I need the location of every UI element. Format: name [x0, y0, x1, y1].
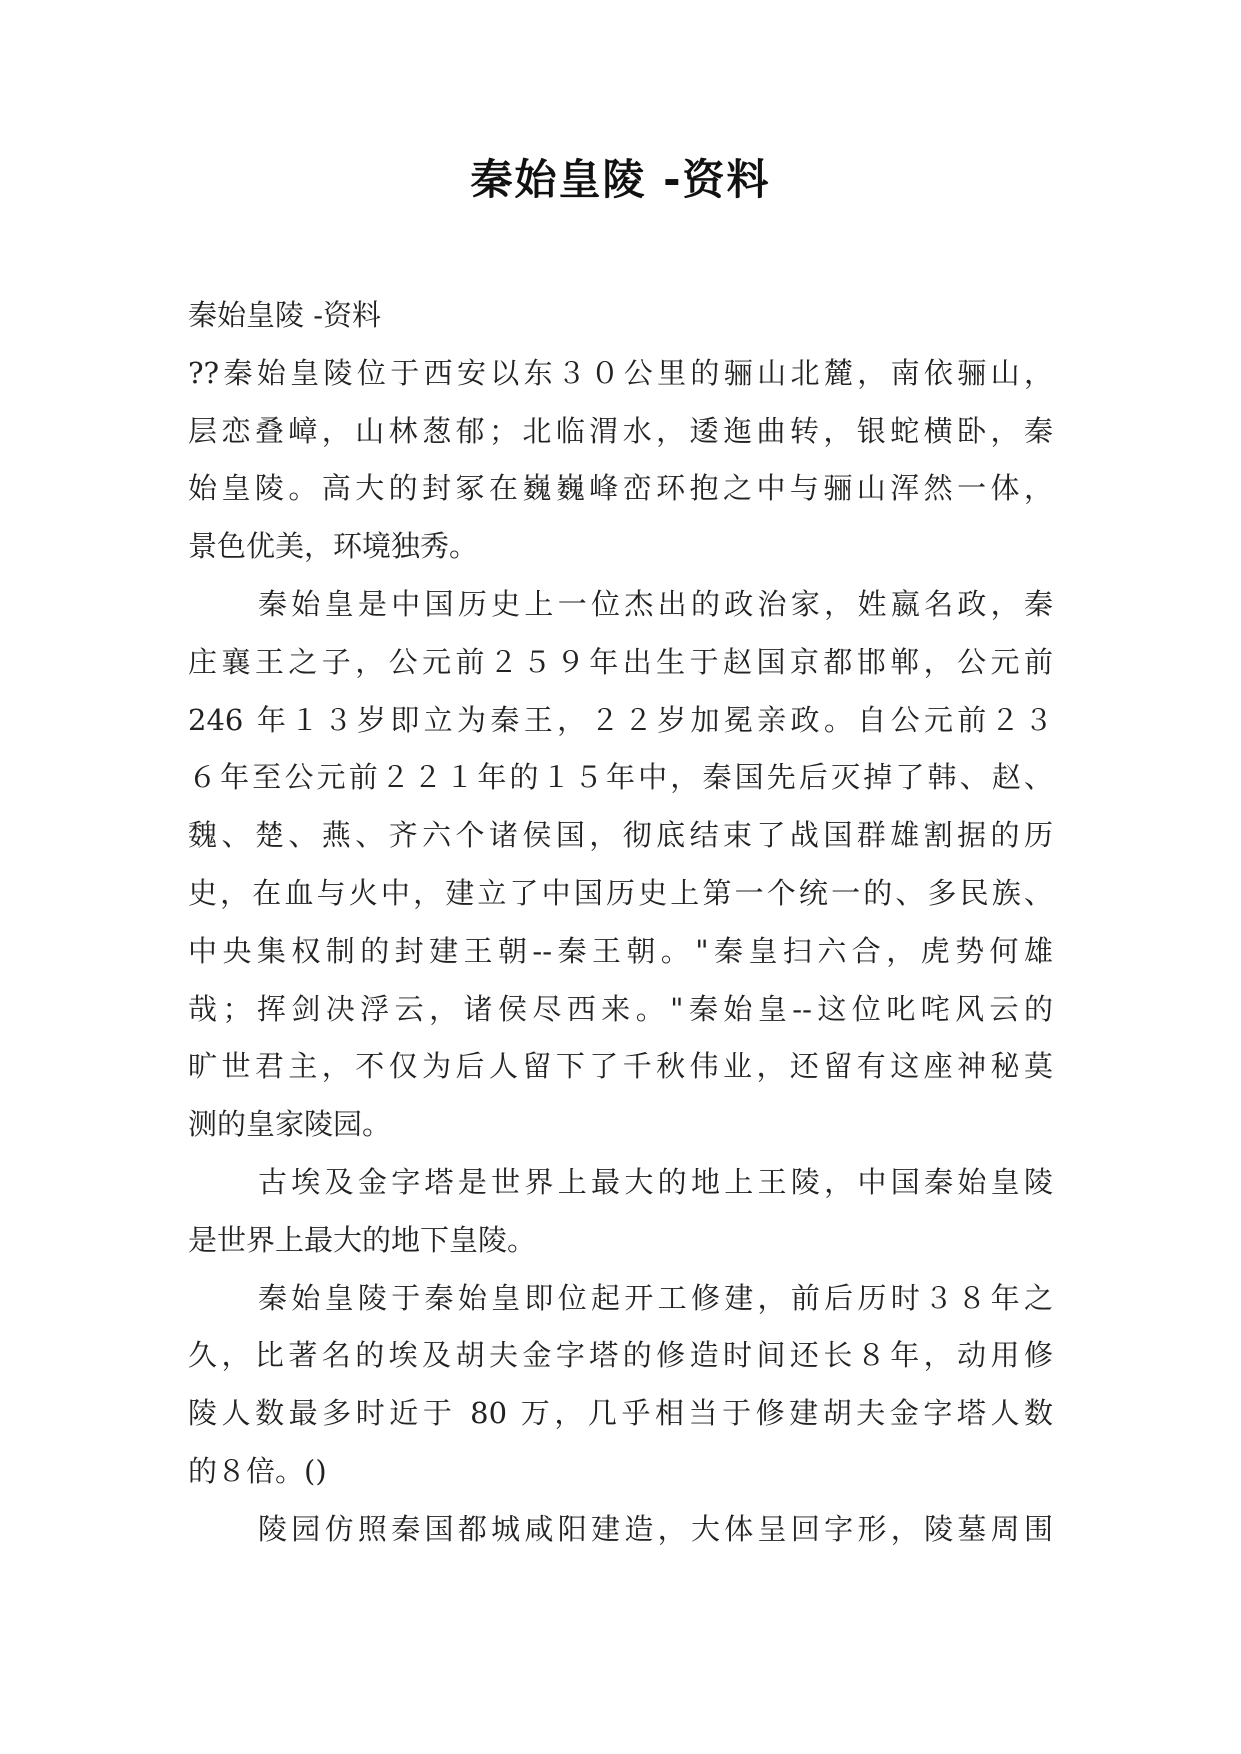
- body-line: 的８倍。(): [188, 1453, 327, 1488]
- body-line: 魏、楚、燕、齐六个诸侯国，彻底结束了战国群雄割据的历: [188, 818, 1053, 853]
- body-line: 史，在血与火中，建立了中国历史上第一个统一的、多民族、: [188, 875, 1053, 910]
- body-line: 是世界上最大的地下皇陵。: [188, 1222, 537, 1257]
- body-line: 层恋叠嶂，山林葱郁；北临渭水，逶迤曲转，银蛇横卧，秦: [188, 413, 1053, 448]
- body-line: 测的皇家陵园。: [188, 1107, 392, 1142]
- body-line: 旷世君主，不仅为后人留下了千秋伟业，还留有这座神秘莫: [188, 1049, 1053, 1084]
- body-line: 秦始皇陵 -资料: [188, 298, 382, 332]
- document-body: [188, 287, 1053, 1559]
- body-line: 秦始皇陵于秦始皇即位起开工修建，前后历时３８年之: [258, 1280, 1053, 1315]
- body-line: 陵人数最多时近于 80 万，几乎相当于修建胡夫金字塔人数: [188, 1396, 1053, 1431]
- body-line: 庄襄王之子，公元前２５９年出生于赵国京都邯郸，公元前: [188, 644, 1053, 679]
- body-line: ??秦始皇陵位于西安以东３０公里的骊山北麓，南依骊山，: [188, 355, 1053, 390]
- body-line: 始皇陵。高大的封冢在巍巍峰峦环抱之中与骊山浑然一体，: [188, 471, 1053, 506]
- body-line: 陵园仿照秦国都城咸阳建造，大体呈回字形，陵墓周围: [258, 1511, 1053, 1546]
- body-line: 哉；挥剑决浮云，诸侯尽西来。"秦始皇--这位叱咤风云的: [188, 991, 1053, 1026]
- body-line: ６年至公元前２２１年的１５年中，秦国先后灭掉了韩、赵、: [188, 760, 1053, 795]
- body-line: 中央集权制的封建王朝--秦王朝。"秦皇扫六合，虎势何雄: [188, 933, 1053, 968]
- body-line: 秦始皇是中国历史上一位杰出的政治家，姓嬴名政，秦: [258, 586, 1053, 621]
- body-line: 久，比著名的埃及胡夫金字塔的修造时间还长８年，动用修: [188, 1338, 1053, 1373]
- body-line: 古埃及金字塔是世界上最大的地上王陵，中国秦始皇陵: [258, 1164, 1053, 1199]
- body-line: 景色优美，环境独秀。: [188, 529, 479, 564]
- body-line: 246 年１３岁即立为秦王，２２岁加冕亲政。自公元前２３: [188, 702, 1053, 737]
- document-title: 秦始皇陵 -资料: [470, 155, 771, 204]
